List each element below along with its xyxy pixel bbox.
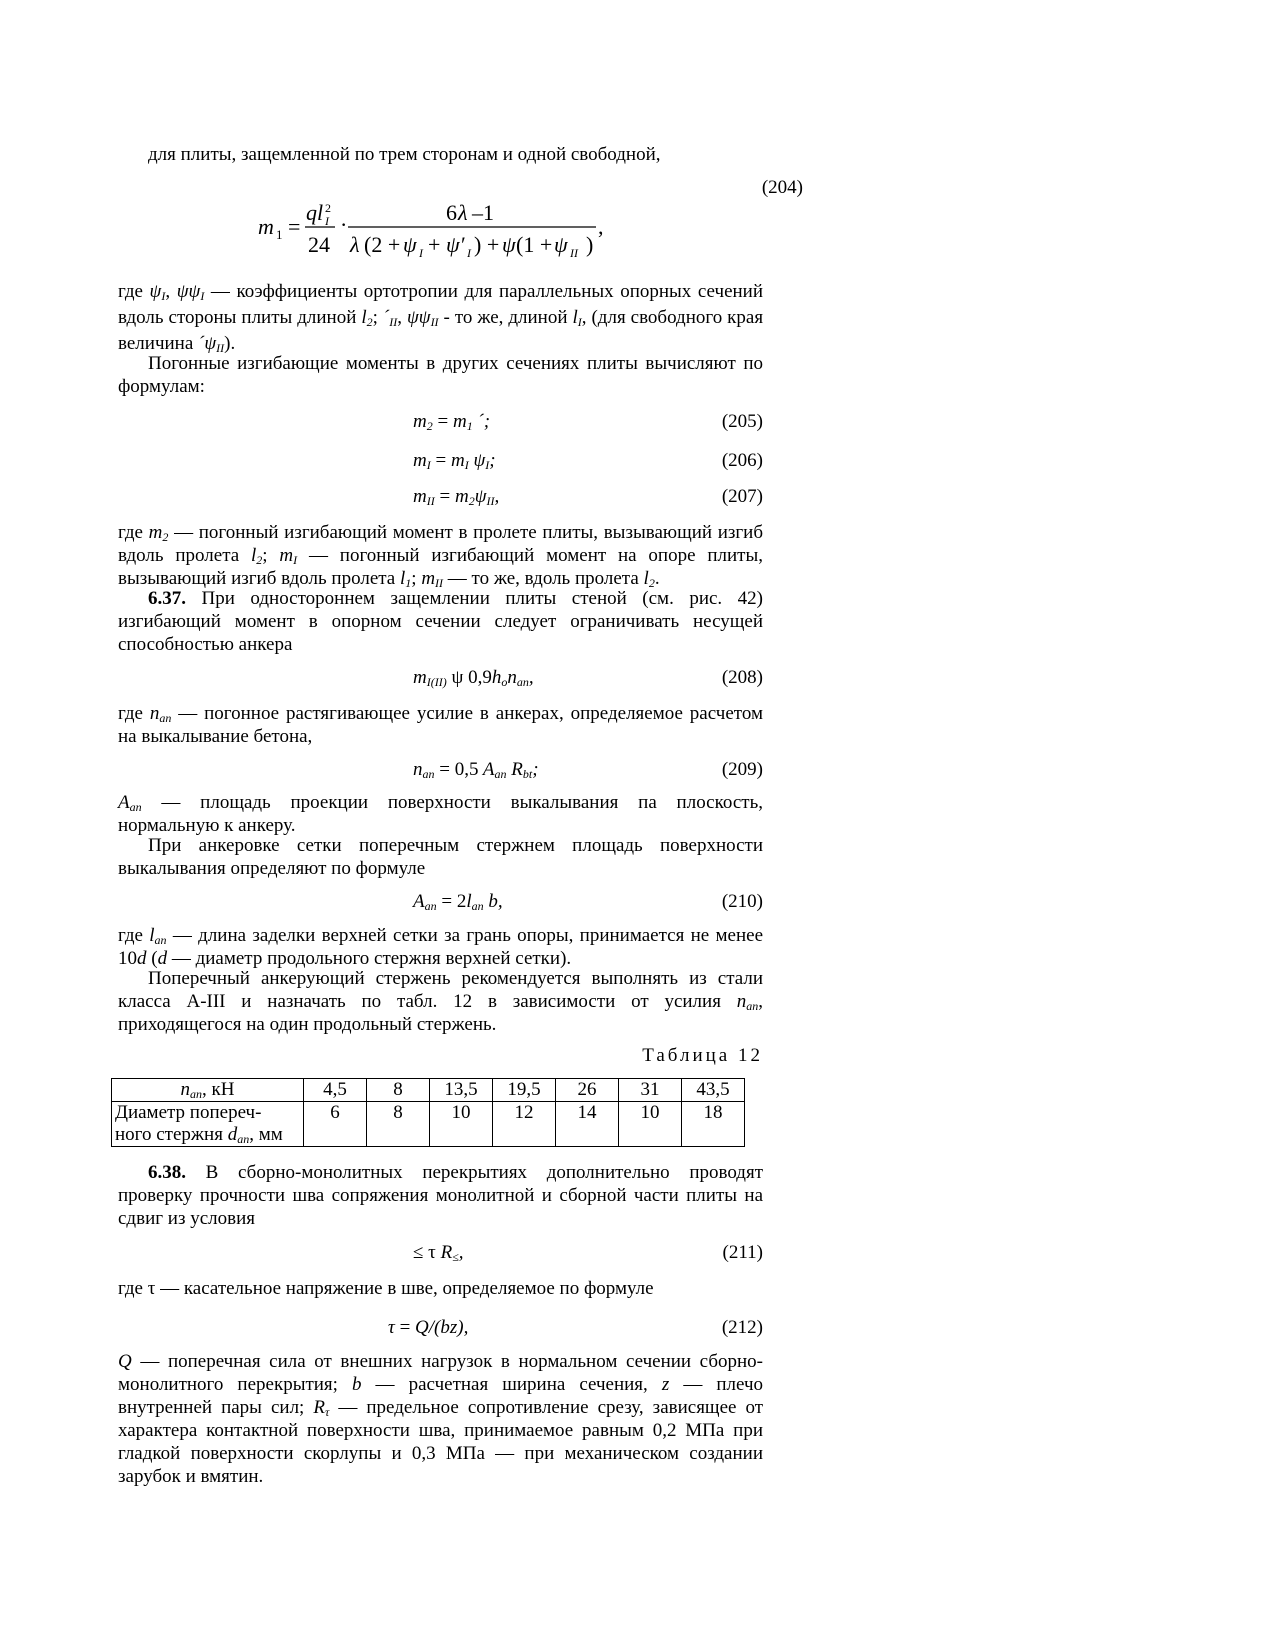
table-row-head: Диаметр попереч- ного стержня $d_{an}$, мм	[112, 1102, 304, 1147]
table-cell: 19,5	[493, 1079, 556, 1102]
svg-text:ψ: ψ	[554, 232, 568, 257]
formula-209	[118, 758, 763, 781]
formula-207-expr: $m_{II} = m_2\psi_{II}$,	[413, 486, 500, 508]
formula-210-expr: $A_{an} = 2l_{an}$ b,	[413, 891, 503, 913]
table-12-caption: Таблица 12	[642, 1045, 763, 1066]
svg-text:ψ: ψ	[502, 232, 516, 257]
formula-205	[118, 410, 763, 433]
equation-number: (211)	[722, 1242, 763, 1263]
formula-208	[118, 666, 763, 689]
table-cell: 26	[556, 1079, 619, 1102]
paragraph-ankerovka: При анкеровке сетки поперечным стержнем площадь поверхности выкалывания определяют по формуле	[118, 835, 763, 879]
svg-text:·: ·	[340, 212, 348, 237]
section-6-37: 6.37. При одностороннем защемлении плиты стеной (см. рис. 42) изгибающий момент в опорном сечении следует ограничивать несущей способностью анкера	[118, 588, 764, 655]
svg-text:(1 +: (1 +	[516, 232, 553, 257]
svg-text:1: 1	[276, 227, 283, 242]
formula-207	[118, 485, 763, 508]
table-row	[112, 1102, 745, 1147]
paragraph-coefficients: где $\psi_I$, $\psi\psi_I$ — коэффициенты ортотропии для параллельных опорных сечений вдоль стороны плиты длиной $l_2$; $´_{II}$, $\psi\psi_{II}$ - то же, длиной $l_I$, (для свободного края величина $´\psi_{II}$).	[118, 281, 764, 355]
svg-text:λ: λ	[350, 232, 360, 257]
table-row-head: $n_{an}$, кН	[112, 1079, 304, 1102]
table-cell: 10	[619, 1102, 682, 1147]
table-cell: 8	[367, 1079, 430, 1102]
paragraph-lan: где $l_{an}$ — длина заделки верхней сетки за грань опоры, принимается не менее 10d (d — диаметр продольного стержня верхней сетки).	[118, 925, 764, 969]
paragraph-final: Q — поперечная сила от внешних нагрузок в нормальном сечении сборно-монолитного перекрытия; b — расчетная ширина сечения, z — плечо внутренней пары сил; $R_\tau$ — предельное сопротивление срезу, зависящее от характера контактной поверхности шва, принимаемое равным 0,2 МПа при гладкой поверхности скорлупы и 0,3 МПа — при механическом создании зарубок и вмятин.	[118, 1351, 764, 1487]
section-6-38: 6.38. В сборно-монолитных перекрытиях дополнительно проводят проверку прочности шва сопряжения монолитной и сборной части плиты на сдвиг из условия	[118, 1162, 764, 1229]
equation-number: (207)	[721, 486, 763, 507]
table-cell: 12	[493, 1102, 556, 1147]
svg-text:+: +	[428, 232, 441, 257]
equation-number: (205)	[721, 411, 763, 432]
svg-text:I: I	[419, 246, 423, 260]
formula-212-expr: τ = Q/(bz),	[388, 1317, 469, 1338]
formula-212	[93, 1316, 763, 1339]
paragraph-nan: где $n_{an}$ — погонное растягивающее усилие в анкерах, определяемое расчетом на выкалывание бетона,	[118, 703, 763, 747]
svg-text:,: ,	[598, 214, 604, 239]
table-cell: 6	[304, 1102, 367, 1147]
svg-text:λ: λ	[458, 200, 468, 225]
svg-text:) +: ) +	[474, 232, 500, 257]
svg-text:): )	[586, 232, 594, 257]
paragraph-transverse: Поперечный анкерующий стержень рекомендуется выполнять из стали класса А-III и назначать по табл. 12 в зависимости от усилия $n_{an}$, приходящегося на один продольный стержень.	[118, 968, 764, 1035]
paragraph-aan: $A_{an}$ — площадь проекции поверхности выкалывания па плоскость, нормальную к анкеру.	[118, 792, 763, 836]
svg-text:I: I	[325, 214, 329, 228]
formula-205-expr: $m_2 = m_1$ ´;	[413, 411, 491, 433]
equation-number: (210)	[721, 891, 763, 912]
svg-text:–1: –1	[472, 200, 494, 225]
intro-line: для плиты, защемленной по трем сторонам и одной свободной,	[148, 144, 661, 165]
formula-206-expr: $m_I = m_I$ $\psi_I$;	[413, 450, 496, 472]
table-cell: 43,5	[682, 1079, 745, 1102]
formula-206	[118, 449, 763, 472]
svg-text:=: =	[288, 214, 301, 239]
table-cell: 14	[556, 1102, 619, 1147]
table-12	[111, 1078, 745, 1147]
table-cell: 10	[430, 1102, 493, 1147]
svg-text:I: I	[467, 246, 471, 260]
svg-text:2: 2	[325, 201, 331, 215]
svg-text:24: 24	[308, 232, 330, 257]
table-cell: 4,5	[304, 1079, 367, 1102]
table-cell: 13,5	[430, 1079, 493, 1102]
svg-text:ψ′: ψ′	[446, 232, 465, 257]
formula-211-expr: ≤ τ $R_\le$,	[413, 1242, 464, 1264]
paragraph-where-m2: где $m_2$ — погонный изгибающий момент в пролете плиты, вызывающий изгиб вдоль пролета $l_2$; $m_I$ — погонный изгибающий момент на опоре плиты, вызывающий изгиб вдоль пролета $l_1$; $m_{II}$ — то же, вдоль пролета $l_2$.	[118, 522, 764, 590]
equation-number: (204)	[761, 177, 803, 198]
formula-209-expr: $n_{an} = 0,5$ $A_{an}$ $R_{bt}$;	[413, 759, 539, 781]
svg-text:(2 +: (2 +	[364, 232, 401, 257]
equation-number: (209)	[721, 759, 763, 780]
formula-204	[118, 176, 803, 268]
svg-text:ψ: ψ	[403, 232, 417, 257]
equation-number: (206)	[721, 450, 763, 471]
svg-text:ql: ql	[306, 200, 324, 225]
formula-210	[118, 890, 763, 913]
equation-number: (212)	[721, 1317, 763, 1338]
svg-text:II: II	[570, 246, 578, 260]
paragraph-moments: Погонные изгибающие моменты в других сечениях плиты вычисляют по формулам:	[118, 353, 763, 397]
table-cell: 8	[367, 1102, 430, 1147]
equation-number: (208)	[721, 667, 763, 688]
formula-204-graphic	[258, 190, 618, 268]
svg-text:6: 6	[446, 200, 457, 225]
formula-208-expr: $m_{I(II)}$ ψ $0,9h_on_{an}$,	[413, 667, 534, 689]
svg-text:m: m	[258, 214, 274, 239]
paragraph-tau: где τ — касательное напряжение в шве, определяемое по формуле	[118, 1278, 654, 1299]
formula-211	[118, 1241, 763, 1264]
table-cell: 31	[619, 1079, 682, 1102]
table-row	[112, 1079, 745, 1102]
table-cell: 18	[682, 1102, 745, 1147]
